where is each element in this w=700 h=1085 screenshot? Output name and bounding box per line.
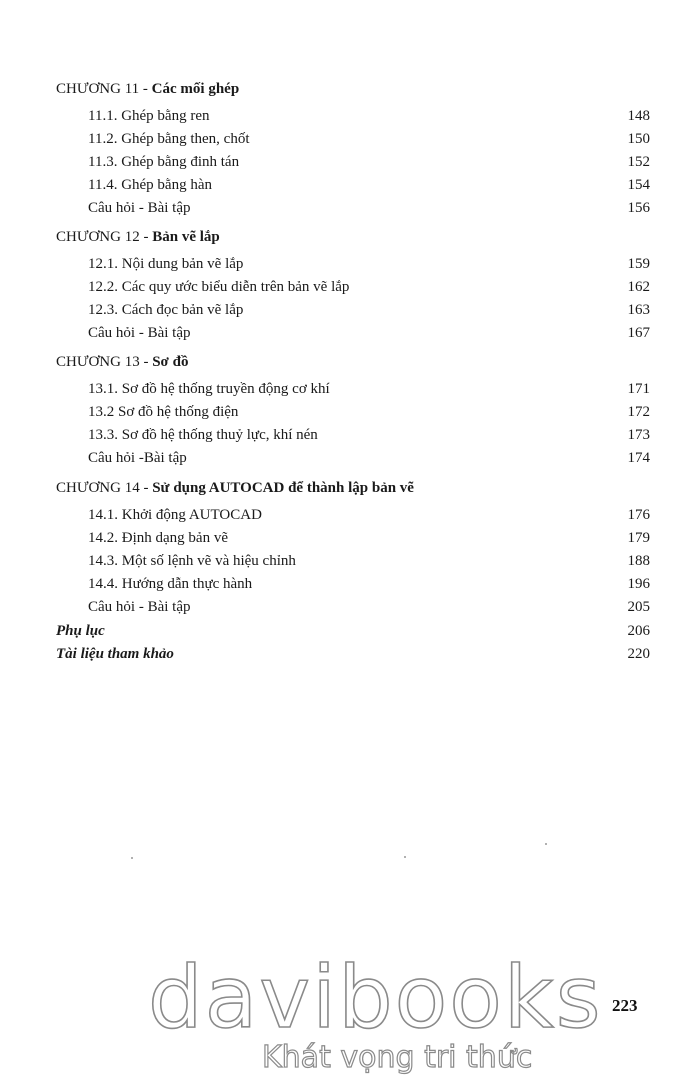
toc-chapter-heading [56, 351, 650, 373]
page-number: 223 [612, 996, 638, 1015]
toc-entry [56, 573, 650, 595]
toc-entry [56, 447, 650, 469]
toc-entry [56, 550, 650, 572]
watermark-slogan: Khát vọng tri thức [262, 1040, 533, 1075]
toc-chapter-heading [56, 78, 650, 100]
entry-page-number: 174 [627, 450, 650, 466]
entry-page-number: 172 [627, 404, 650, 420]
entry-page-number: 152 [627, 154, 650, 170]
chapter-prefix: CHƯƠNG 13 - [56, 354, 153, 370]
scan-speck [545, 843, 547, 845]
entry-title: Câu hỏi - Bài tập [88, 599, 191, 615]
toc-entry [56, 253, 650, 275]
toc-entry [56, 643, 650, 665]
entry-page-number: 179 [627, 530, 650, 546]
entry-page-number: 171 [627, 381, 650, 397]
entry-page-number: 196 [627, 576, 650, 592]
chapter-prefix: CHƯƠNG 14 - [56, 480, 153, 496]
chapter-prefix: CHƯƠNG 12 - [56, 229, 153, 245]
entry-title: 12.3. Cách đọc bản vẽ lắp [88, 302, 244, 318]
entry-page-number: 176 [627, 507, 650, 523]
chapter-name: Các mối ghép [151, 81, 240, 97]
toc-chapter-heading [56, 477, 650, 499]
entry-page-number: 220 [627, 646, 650, 662]
toc-entry [56, 322, 650, 344]
entry-title: 11.3. Ghép bằng đinh tán [88, 154, 240, 170]
scan-speck [404, 856, 406, 858]
entry-title: 14.4. Hướng dẫn thực hành [88, 576, 253, 592]
chapter-title [56, 78, 239, 100]
watermark-logo-text: davibooks [148, 948, 603, 1048]
chapter-title [56, 226, 220, 248]
toc-entry [56, 128, 650, 150]
entry-title: 13.3. Sơ đồ hệ thống thuỷ lực, khí nén [88, 427, 318, 443]
entry-title: 11.4. Ghép bằng hàn [88, 177, 212, 193]
entry-title: 14.3. Một số lệnh vẽ và hiệu chỉnh [88, 553, 296, 569]
chapter-name: Bản vẽ lắp [152, 229, 220, 245]
chapter-name: Sơ đồ [152, 354, 189, 370]
entry-title: 11.2. Ghép bằng then, chốt [88, 131, 250, 147]
toc-chapter-heading [56, 226, 650, 248]
entry-title: Phụ lục [56, 623, 105, 639]
entry-title: 12.2. Các quy ước biểu diễn trên bản vẽ lắp [88, 279, 350, 295]
toc-entry [56, 504, 650, 526]
toc-entry [56, 620, 650, 642]
toc-entry [56, 197, 650, 219]
chapter-title [56, 477, 414, 499]
scan-speck [131, 857, 133, 859]
entry-page-number: 205 [627, 599, 650, 615]
entry-page-number: 148 [627, 108, 650, 124]
entry-title: 14.1. Khởi động AUTOCAD [88, 507, 262, 523]
toc-entry [56, 151, 650, 173]
entry-title: 12.1. Nội dung bản vẽ lắp [88, 256, 244, 272]
entry-page-number: 159 [627, 256, 650, 272]
entry-title: 13.2 Sơ đồ hệ thống điện [88, 404, 239, 420]
toc-entry [56, 596, 650, 618]
toc-entry [56, 174, 650, 196]
entry-title: Tài liệu tham khảo [56, 646, 174, 662]
toc-entry [56, 105, 650, 127]
entry-page-number: 206 [627, 623, 650, 639]
toc-entry [56, 424, 650, 446]
entry-title: Câu hỏi - Bài tập [88, 325, 191, 341]
entry-page-number: 188 [627, 553, 650, 569]
toc-entry [56, 276, 650, 298]
toc-entry [56, 527, 650, 549]
entry-page-number: 150 [627, 131, 650, 147]
entry-page-number: 154 [627, 177, 650, 193]
entry-title: Câu hỏi -Bài tập [88, 450, 187, 466]
toc-entry [56, 401, 650, 423]
entry-page-number: 156 [627, 200, 650, 216]
entry-page-number: 162 [627, 279, 650, 295]
entry-page-number: 173 [627, 427, 650, 443]
entry-title: 13.1. Sơ đồ hệ thống truyền động cơ khí [88, 381, 330, 397]
toc-entry [56, 378, 650, 400]
entry-title: 11.1. Ghép bằng ren [88, 108, 210, 124]
chapter-prefix: CHƯƠNG 11 - [56, 81, 152, 97]
toc-entry [56, 299, 650, 321]
chapter-name: Sử dụng AUTOCAD để thành lập bản vẽ [152, 480, 414, 496]
entry-title: 14.2. Định dạng bản vẽ [88, 530, 228, 546]
entry-page-number: 167 [627, 325, 650, 341]
entry-title: Câu hỏi - Bài tập [88, 200, 191, 216]
chapter-title [56, 351, 188, 373]
entry-page-number: 163 [627, 302, 650, 318]
